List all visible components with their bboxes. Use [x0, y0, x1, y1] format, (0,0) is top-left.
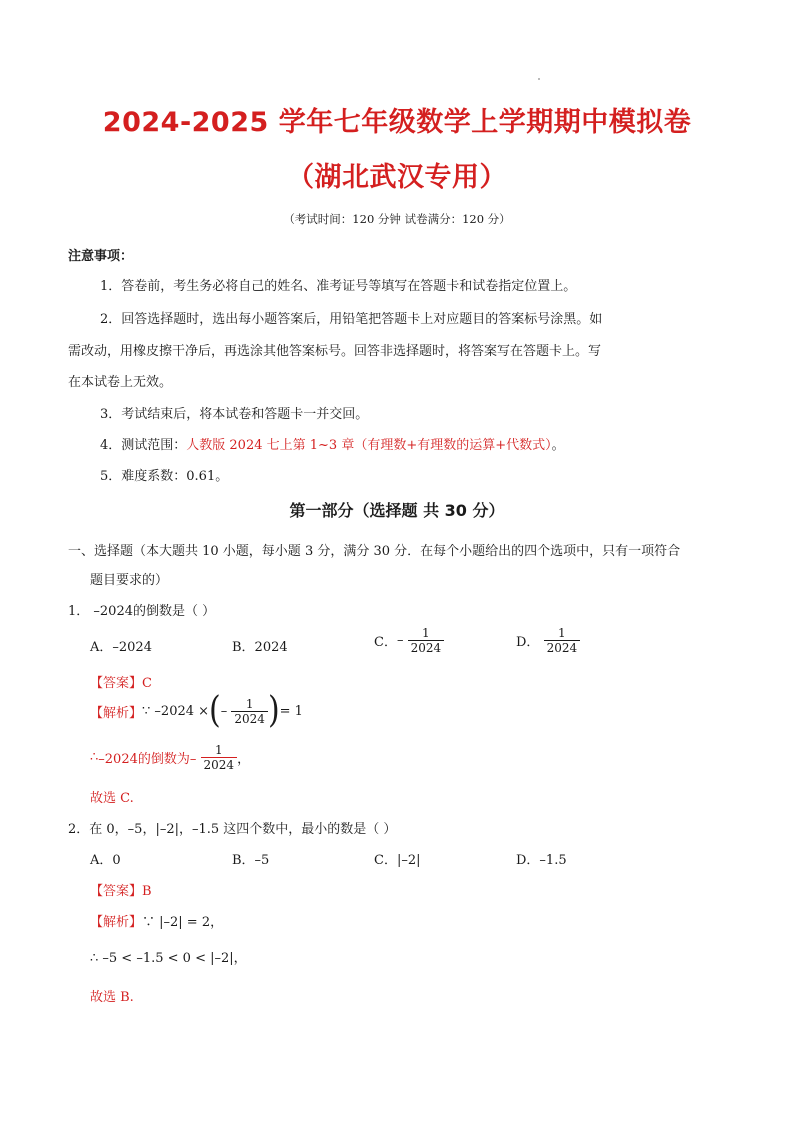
question-1-stem: 1． –2024的倒数是（ ） — [68, 604, 216, 619]
therefore-end: ， — [237, 752, 251, 767]
note-item-3: 3．考试结束后，将本试卷和答题卡一并交回。 — [100, 407, 369, 422]
page-title: 2024-2025 学年七年级数学上学期期中模拟卷 — [102, 107, 692, 138]
q2-answer: 【答案】B — [90, 884, 152, 899]
analysis-minus: – — [220, 703, 228, 719]
therefore-symbol: ∴ — [90, 750, 99, 765]
therefore-fraction — [201, 743, 238, 772]
q1-choice: 故选 C. — [90, 791, 134, 806]
q1-option-c-label: C． — [374, 635, 397, 650]
q1-option-c-fraction — [408, 626, 445, 655]
analysis-label: 【解析】 — [90, 705, 143, 721]
analysis-expression: ∵ |–2| = 2， — [142, 915, 224, 930]
analysis-expression-end: = 1 — [279, 703, 303, 719]
test-scope: 人教版 2024 七上第 1~3 章（有理数+有理数的运算+代数式） — [186, 438, 552, 453]
q1-option-d-label: D． — [516, 635, 540, 650]
note-item-1: 1．答卷前，考生务必将自己的姓名、准考证号等填写在答题卡和试卷指定位置上。 — [100, 279, 577, 294]
therefore-text: –2024的倒数为– — [98, 752, 197, 767]
section-intro-line-2: 题目要求的） — [90, 573, 169, 588]
fraction-denominator: 2024 — [408, 640, 445, 655]
note-item-5: 5．难度系数：0.61。 — [100, 469, 229, 484]
note-item-2-line-3: 在本试卷上无效。 — [68, 375, 173, 390]
fraction-denominator: 2024 — [544, 640, 581, 655]
note-item-4-suffix: 。 — [551, 438, 565, 453]
q2-choice: 故选 B. — [90, 990, 134, 1005]
question-2-stem: 2．在 0，–5，|–2|，–1.5 这四个数中，最小的数是（ ） — [68, 822, 397, 837]
q1-option-c — [374, 626, 444, 655]
note-item-4 — [100, 434, 565, 453]
q2-option-c: C．|–2| — [374, 853, 421, 868]
exam-info: （考试时间：120 分钟 试卷满分：120 分） — [283, 212, 511, 226]
q2-option-a: A．0 — [90, 853, 121, 868]
fraction-numerator: 1 — [245, 696, 254, 711]
q1-answer: 【答案】C — [90, 676, 152, 691]
notes-heading: 注意事项： — [68, 249, 134, 264]
q1-option-d — [516, 626, 580, 655]
page-subtitle: （湖北武汉专用） — [287, 162, 507, 193]
analysis-expression-start: ∵ –2024 × — [142, 703, 210, 719]
note-item-4-prefix: 4．测试范围： — [100, 438, 187, 453]
q2-analysis — [90, 911, 223, 930]
open-paren: ( — [209, 689, 221, 732]
q1-option-b: B．2024 — [232, 640, 288, 655]
q1-option-a: A．–2024 — [90, 640, 152, 655]
analysis-fraction — [231, 697, 268, 726]
q1-analysis — [90, 689, 303, 732]
scan-speck — [538, 78, 540, 80]
close-paren: ) — [267, 689, 280, 732]
fraction-numerator: 1 — [422, 626, 430, 640]
q1-option-d-fraction — [544, 626, 581, 655]
q1-option-c-sign: – — [396, 633, 404, 648]
q2-option-b: B．–5 — [232, 853, 270, 868]
q1-therefore — [90, 743, 250, 772]
note-item-2-line-2: 需改动，用橡皮擦干净后，再选涂其他答案标号。回答非选择题时，将答案写在答题卡上。写 — [68, 344, 602, 359]
fraction-numerator: 1 — [558, 626, 566, 640]
section-intro-line-1: 一、选择题（本大题共 10 小题，每小题 3 分，满分 30 分．在每个小题给出的四个选项中，只有一项符合 — [68, 544, 681, 559]
q2-therefore: ∴ –5 < –1.5 < 0 < |–2|， — [90, 951, 247, 966]
note-item-2-line-1: 2．回答选择题时，选出每小题答案后，用铅笔把答题卡上对应题目的答案标号涂黑。如 — [100, 312, 603, 327]
fraction-denominator: 2024 — [201, 757, 238, 772]
analysis-label: 【解析】 — [90, 915, 143, 930]
section-title: 第一部分（选择题 共 30 分） — [289, 501, 505, 520]
fraction-denominator: 2024 — [231, 711, 268, 726]
fraction-numerator: 1 — [214, 743, 223, 757]
q2-option-d: D．–1.5 — [516, 853, 567, 868]
